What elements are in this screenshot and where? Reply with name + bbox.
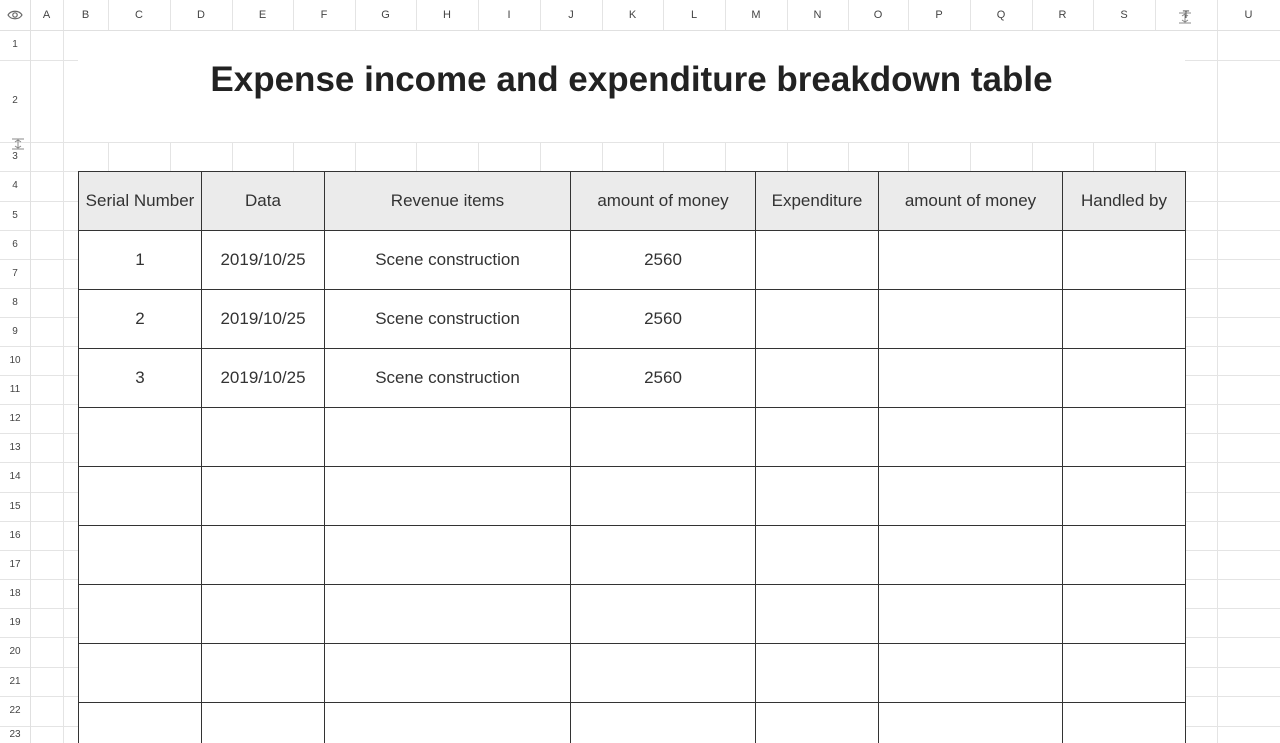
row-header-23[interactable]: 23 [9, 729, 21, 740]
table-cell[interactable]: 1 [79, 231, 202, 290]
column-header-cell[interactable]: amount of money [571, 172, 756, 231]
row-header-21[interactable]: 21 [9, 676, 21, 687]
table-cell[interactable] [1063, 290, 1186, 349]
column-header-o[interactable]: O [873, 9, 883, 21]
column-header-h[interactable]: H [443, 9, 451, 21]
table-cell[interactable] [879, 290, 1063, 349]
column-header-t[interactable]: T [1182, 9, 1190, 21]
table-row [79, 231, 1186, 290]
row-header-17[interactable]: 17 [9, 559, 21, 570]
table-cell[interactable] [756, 526, 879, 585]
column-header-cell[interactable]: Handled by [1063, 172, 1186, 231]
row-header-22[interactable]: 22 [9, 705, 21, 716]
table-cell[interactable] [571, 408, 756, 467]
row-header-6[interactable]: 6 [12, 239, 18, 250]
column-header-g[interactable]: G [381, 9, 390, 21]
column-header-cell[interactable]: Revenue items [325, 172, 571, 231]
table-cell[interactable] [202, 408, 325, 467]
row-header-16[interactable]: 16 [9, 530, 21, 541]
column-header-q[interactable]: Q [996, 9, 1006, 21]
table-row [79, 408, 1186, 467]
table-cell[interactable] [571, 644, 756, 703]
row-header-11[interactable]: 11 [9, 384, 21, 395]
table-cell[interactable]: 2 [79, 290, 202, 349]
table-cell[interactable] [756, 644, 879, 703]
table-cell[interactable] [79, 526, 202, 585]
column-header-cell[interactable]: amount of money [879, 172, 1063, 231]
table-cell[interactable] [1063, 644, 1186, 703]
table-header-row [79, 172, 1186, 231]
table-cell[interactable] [325, 703, 571, 743]
column-header-c[interactable]: C [135, 9, 143, 21]
table-cell[interactable] [756, 585, 879, 644]
grid-line [1217, 0, 1218, 743]
column-header-f[interactable]: F [320, 9, 328, 21]
table-cell[interactable] [571, 467, 756, 526]
column-header-a[interactable]: A [42, 9, 51, 21]
row-header-1[interactable]: 1 [12, 39, 18, 50]
column-header-cell[interactable]: Data [202, 172, 325, 231]
table-cell[interactable]: 2560 [571, 231, 756, 290]
column-header-l[interactable]: L [690, 9, 698, 21]
row-header-9[interactable]: 9 [12, 326, 18, 337]
table-cell[interactable]: 2019/10/25 [202, 349, 325, 408]
row-header-2[interactable]: 2 [12, 95, 18, 106]
table-cell[interactable] [79, 467, 202, 526]
column-header-i[interactable]: I [507, 9, 511, 21]
table-cell[interactable] [325, 585, 571, 644]
table-cell[interactable] [1063, 585, 1186, 644]
table-row [79, 290, 1186, 349]
row-header-15[interactable]: 15 [9, 501, 21, 512]
table-cell[interactable] [756, 467, 879, 526]
table-cell[interactable]: 3 [79, 349, 202, 408]
table-cell[interactable] [756, 290, 879, 349]
table-cell[interactable] [879, 585, 1063, 644]
column-header-u[interactable]: U [1244, 9, 1253, 21]
table-row [79, 585, 1186, 644]
table-cell[interactable] [1063, 408, 1186, 467]
table-cell[interactable] [202, 526, 325, 585]
table-row [79, 349, 1186, 408]
table-row [79, 703, 1186, 743]
column-header-m[interactable]: M [751, 9, 761, 21]
table-cell[interactable] [202, 467, 325, 526]
table-cell[interactable] [325, 467, 571, 526]
table-cell[interactable]: Scene construction [325, 290, 571, 349]
row-header-3[interactable]: 3 [12, 151, 18, 162]
row-header-7[interactable]: 7 [12, 268, 18, 279]
table-cell[interactable]: 2560 [571, 349, 756, 408]
table-cell[interactable] [202, 644, 325, 703]
column-header-p[interactable]: P [935, 9, 943, 21]
column-header-s[interactable]: S [1120, 9, 1128, 21]
column-header-r[interactable]: R [1058, 9, 1067, 21]
row-header-14[interactable]: 14 [9, 471, 21, 482]
table-cell[interactable] [879, 526, 1063, 585]
row-header-8[interactable]: 8 [12, 297, 18, 308]
table-cell[interactable]: 2019/10/25 [202, 231, 325, 290]
column-header-b[interactable]: B [81, 9, 90, 21]
row-header-12[interactable]: 12 [9, 413, 21, 424]
table-row [79, 526, 1186, 585]
table-cell[interactable] [879, 467, 1063, 526]
row-header-13[interactable]: 13 [9, 442, 21, 453]
table-cell[interactable] [879, 703, 1063, 743]
table-cell[interactable] [879, 231, 1063, 290]
table-cell[interactable]: 2019/10/25 [202, 290, 325, 349]
table-cell[interactable] [1063, 703, 1186, 743]
table-cell[interactable] [879, 408, 1063, 467]
column-header-d[interactable]: D [197, 9, 205, 21]
freeze-handle-icon[interactable] [11, 137, 25, 151]
table-cell[interactable] [756, 231, 879, 290]
page-title: Expense income and expenditure breakdown table [210, 60, 1053, 99]
table-cell[interactable] [756, 703, 879, 743]
table-cell[interactable] [1063, 231, 1186, 290]
table-cell[interactable] [571, 703, 756, 743]
table-cell[interactable] [1063, 467, 1186, 526]
table-cell[interactable]: 2560 [571, 290, 756, 349]
column-header-k[interactable]: K [628, 9, 637, 21]
table-cell[interactable] [325, 644, 571, 703]
eye-icon[interactable] [7, 8, 23, 22]
column-header-j[interactable]: J [568, 9, 574, 21]
table-cell[interactable] [571, 526, 756, 585]
table-cell[interactable] [79, 585, 202, 644]
table-cell[interactable] [756, 408, 879, 467]
table-cell[interactable]: Scene construction [325, 231, 571, 290]
table-cell[interactable] [879, 644, 1063, 703]
table-cell[interactable] [325, 408, 571, 467]
row-header-19[interactable]: 19 [9, 617, 21, 628]
column-header-cell[interactable]: Expenditure [756, 172, 879, 231]
table-cell[interactable] [202, 703, 325, 743]
header-divider-vertical [30, 0, 31, 743]
row-header-10[interactable]: 10 [9, 355, 21, 366]
table-row [79, 644, 1186, 703]
table-cell[interactable] [325, 526, 571, 585]
table-cell[interactable] [571, 585, 756, 644]
table-cell[interactable] [79, 408, 202, 467]
table-cell[interactable]: Scene construction [325, 349, 571, 408]
table-row [79, 467, 1186, 526]
row-header-20[interactable]: 20 [9, 646, 21, 657]
table-cell[interactable] [202, 585, 325, 644]
table-cell[interactable] [756, 349, 879, 408]
table-cell[interactable] [79, 644, 202, 703]
table-cell[interactable] [879, 349, 1063, 408]
table-cell[interactable] [79, 703, 202, 743]
grid-line [0, 142, 1280, 143]
column-header-cell[interactable]: Serial Number [79, 172, 202, 231]
column-header-n[interactable]: N [813, 9, 822, 21]
table-cell[interactable] [1063, 349, 1186, 408]
table-cell[interactable] [1063, 526, 1186, 585]
row-header-18[interactable]: 18 [9, 588, 21, 599]
row-header-4[interactable]: 4 [12, 180, 18, 191]
freeze-handle-icon[interactable] [1178, 11, 1192, 25]
grid-line [63, 0, 64, 743]
row-header-5[interactable]: 5 [12, 210, 18, 221]
breakdown-table[interactable] [78, 171, 1186, 743]
column-header-e[interactable]: E [258, 9, 267, 21]
